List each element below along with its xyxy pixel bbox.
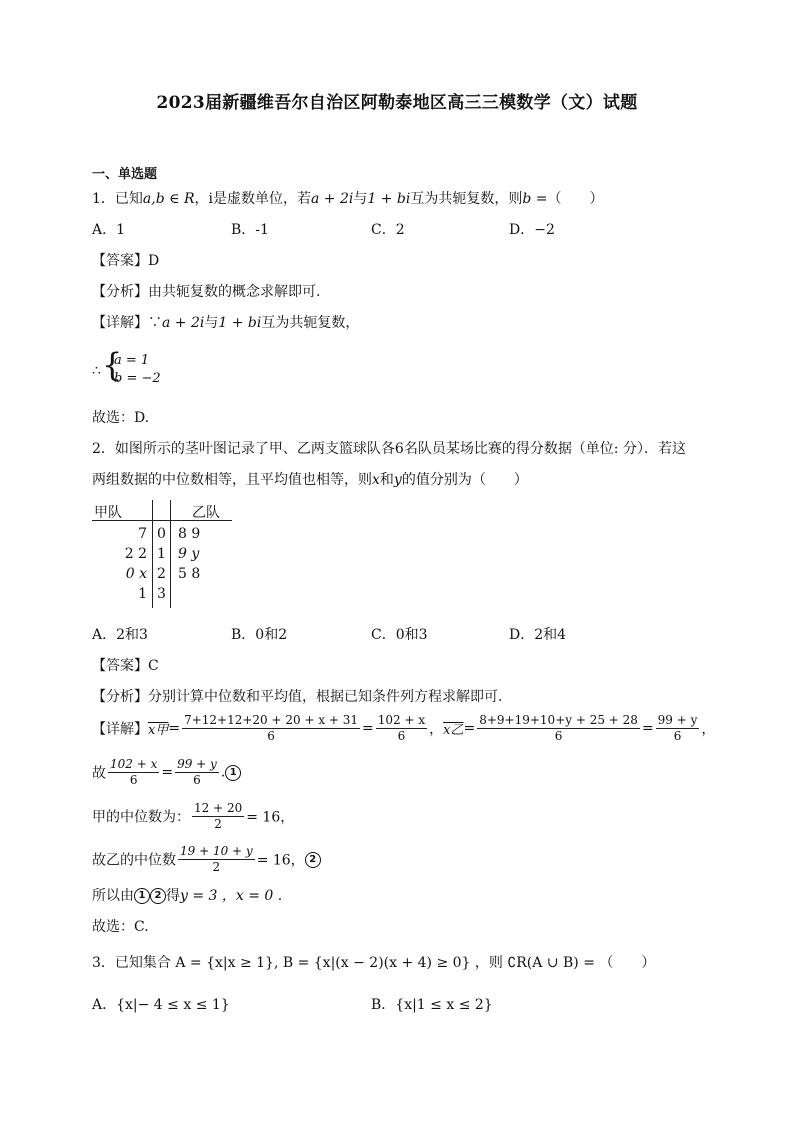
- table-row-right: 9 y: [178, 546, 200, 562]
- table-row-stem: 3: [157, 586, 166, 602]
- fraction-numerator: 99 + y: [657, 713, 698, 727]
- fraction: [182, 713, 360, 744]
- median-label: 甲的中位数为：: [92, 809, 190, 826]
- circled-number-icon: 1: [225, 765, 241, 781]
- fraction-denominator: 6: [673, 729, 682, 743]
- q1-math-ab: a,b ∈ R: [142, 191, 195, 207]
- q2-detail-means: 【详解】x甲= $\frac{7+12+12+20 + 20 + x + 31}{6}$ = $\frac{102 + x}{6}$ ，x乙= $\frac{8+9+19+10+y + 25 + 28}{6}$ = $\frac{99 + y}{6}$ ，: [92, 713, 716, 743]
- fraction: [108, 757, 159, 788]
- fraction-numerator: 7+12+12+20 + 20 + x + 31: [184, 713, 359, 727]
- q1-text-a: 1．已知: [92, 191, 143, 207]
- therefore-symbol: ∴: [92, 363, 101, 379]
- q1-math-1bi: 1 + bi: [367, 191, 411, 207]
- circled-number-icon: 2: [150, 888, 166, 904]
- q2-option-c: C．0和3: [371, 627, 428, 643]
- analysis-label: 【分析】: [92, 689, 148, 705]
- stem-leaf-table: [92, 500, 237, 610]
- q1-paren: （ ）: [547, 191, 604, 207]
- fraction-denominator: 6: [267, 729, 275, 743]
- q1-detail-math-a: a + 2i: [162, 315, 205, 331]
- q2-jia-median: [92, 801, 294, 832]
- q1-analysis: [92, 281, 320, 301]
- q2-answer: [92, 655, 159, 675]
- fraction: [376, 713, 427, 744]
- q2-text-e: 的值分别为（ ）: [401, 472, 528, 488]
- fraction-numerator: 99 + y: [177, 757, 217, 771]
- q1-sys-eq2: b = −2: [114, 371, 161, 386]
- fraction: [192, 801, 244, 832]
- answer-value: C: [148, 658, 159, 674]
- median-result: = 16，: [256, 852, 305, 869]
- fraction-denominator: 6: [397, 729, 406, 743]
- fraction: [178, 844, 255, 875]
- question-1-stem: [92, 188, 604, 208]
- q3-option-b: B．{x|1 ≤ x ≤ 2}: [371, 997, 493, 1013]
- table-row-right: 8 9: [178, 526, 201, 542]
- detail-label: 【详解】: [92, 315, 148, 331]
- q2-option-d: D．2和4: [509, 627, 567, 643]
- answer-label: 【答案】: [92, 658, 148, 674]
- analysis-text: 分别计算中位数和平均值，根据已知条件列方程求解即可.: [148, 689, 503, 705]
- q1-choose: 故选：D.: [92, 410, 150, 426]
- q1-option-b: B．-1: [231, 222, 269, 238]
- q1-text-c: ，i是虚数单位，若: [194, 191, 311, 207]
- table-row-stem: 0: [157, 526, 166, 542]
- table-row-stem: 2: [157, 566, 166, 582]
- q2-option-b: B．0和2: [231, 627, 288, 643]
- result-text-b: 得: [166, 888, 180, 904]
- q3-option-a: A．{x|− 4 ≤ x ≤ 1}: [92, 997, 230, 1013]
- fraction-denominator: 6: [129, 773, 138, 787]
- table-row-left: 7: [138, 526, 147, 542]
- brace-icon: {: [102, 346, 123, 384]
- fraction-denominator: 2: [214, 817, 222, 831]
- q1-answer: [92, 250, 159, 270]
- question-2-stem-line1: 2．如图所示的茎叶图记录了甲、乙两支篮球队各6名队员某场比赛的得分数据（单位: 分）．若这: [92, 441, 686, 457]
- detail-label: 【详解】: [92, 721, 148, 738]
- fraction-numerator: 12 + 20: [194, 801, 243, 815]
- q1-detail: [92, 312, 359, 332]
- q1-detail-math-b: 1 + bi: [218, 315, 262, 331]
- gu-text: 故: [92, 765, 106, 782]
- table-vline-left: [152, 500, 153, 608]
- q1-detail-text-e: 互为共轭复数，: [261, 315, 360, 331]
- q2-var-y: y: [393, 472, 402, 488]
- q2-choose: 故选：C.: [92, 919, 149, 935]
- fraction: [656, 713, 700, 744]
- table-head-right: 乙队: [192, 505, 220, 521]
- q2-analysis: [92, 686, 502, 706]
- q2-option-a: A．2和3: [92, 627, 148, 643]
- fraction-denominator: 6: [554, 729, 563, 743]
- fraction-numerator: 102 + x: [110, 757, 158, 771]
- question-3-stem: 3．已知集合 A = {x|x ≥ 1}, B = {x|(x − 2)(x + 4) ≥ 0} ，则 ∁R(A ∪ B) = （ ）: [92, 955, 656, 971]
- fraction-denominator: 6: [193, 773, 201, 787]
- q2-equation-1: 故 $\frac{102 + x}{6}$ = $\frac{99 + y}{6}$ . 1: [92, 757, 241, 788]
- table-row-left: 0 x: [125, 566, 147, 582]
- q2-var-x: x: [372, 472, 380, 488]
- circled-number-icon: 2: [305, 852, 321, 868]
- circled-number-icon: 1: [134, 888, 150, 904]
- q2-yi-median: [92, 844, 321, 875]
- table-row-right: 5 8: [178, 566, 201, 582]
- q1-text-g: 互为共轭复数，则: [410, 191, 523, 207]
- q1-math-b: b =: [522, 191, 548, 207]
- table-vline-right: [170, 500, 171, 608]
- median-result: = 16，: [246, 809, 295, 826]
- document-title: 2023届新疆维吾尔自治区阿勒泰地区高三三模数学（文）试题: [156, 93, 638, 113]
- mean-jia-symbol: x甲: [148, 723, 169, 738]
- q2-text-a: 两组数据的中位数相等，且平均值也相等，则: [92, 472, 372, 488]
- mean-yi-symbol: x乙: [443, 723, 464, 738]
- question-2-stem-line2: [92, 469, 528, 489]
- answer-label: 【答案】: [92, 253, 148, 269]
- fraction-numerator: 102 + x: [377, 713, 426, 727]
- fraction-denominator: 2: [212, 860, 221, 874]
- q1-option-d: D．−2: [509, 222, 555, 238]
- table-head-left: 甲队: [94, 505, 122, 521]
- q1-text-e: 与: [353, 191, 368, 207]
- fraction: [175, 757, 219, 788]
- result-text-a: 所以由: [92, 888, 134, 904]
- table-row-stem: 1: [157, 546, 166, 562]
- result-values: y = 3 ，x = 0 .: [180, 888, 283, 904]
- q2-result: [92, 885, 282, 905]
- analysis-label: 【分析】: [92, 284, 148, 300]
- fraction: [477, 713, 640, 744]
- analysis-text: 由共轭复数的概念求解即可.: [148, 284, 321, 300]
- q1-detail-text-c: 与: [204, 315, 219, 331]
- because-symbol: ∵: [148, 315, 162, 331]
- q1-math-a2i: a + 2i: [310, 191, 354, 207]
- q1-option-a: A．1: [92, 222, 126, 238]
- answer-value: D: [148, 253, 160, 269]
- section-heading: 一、单选题: [92, 167, 158, 182]
- table-row-left: 2 2: [124, 546, 147, 562]
- fraction-numerator: 19 + 10 + y: [180, 844, 253, 858]
- fraction-numerator: 8+9+19+10+y + 25 + 28: [479, 713, 638, 727]
- table-row-left: 1: [138, 586, 147, 602]
- median-label: 故乙的中位数: [92, 852, 176, 869]
- table-divider: [92, 520, 232, 521]
- q2-text-c: 和: [379, 472, 394, 488]
- q1-sys-eq1: a = 1: [114, 353, 150, 368]
- q1-option-c: C．2: [371, 222, 405, 238]
